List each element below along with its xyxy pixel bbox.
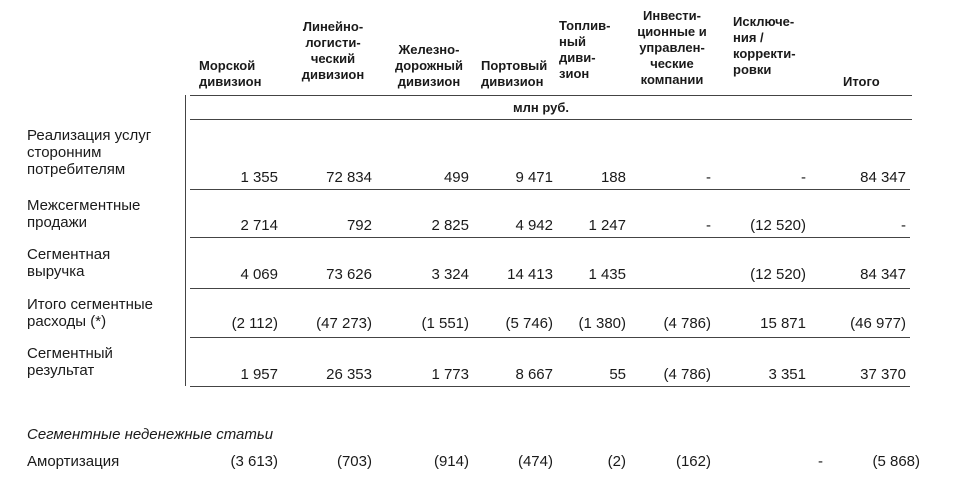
row-label-segment-result: Сегментный результат [27, 345, 113, 379]
cell-external-sales-railway: 499 [443, 169, 469, 186]
cell-expenses-marine: (2 112) [231, 315, 278, 332]
cell-revenue-railway: 3 324 [431, 266, 469, 283]
cell-result-total: 37 370 [860, 366, 906, 383]
cell-revenue-eliminations: (12 520) [750, 266, 806, 283]
cell-intersegment-railway: 2 825 [431, 217, 469, 234]
header-rule-bottom [190, 119, 912, 120]
row-label-segment-revenue: Сегментная выручка [27, 246, 111, 280]
cell-external-sales-marine: 1 355 [240, 169, 278, 186]
cell-intersegment-marine: 2 714 [240, 217, 278, 234]
row-label-segment-expenses: Итого сегментные расходы (*) [27, 296, 154, 330]
cell-result-eliminations: 3 351 [768, 366, 806, 383]
cell-amort-liner: (703) [336, 453, 372, 470]
cell-expenses-railway: (1 551) [421, 315, 469, 332]
cell-revenue-liner: 73 626 [326, 266, 372, 283]
cell-intersegment-investment: - [706, 217, 711, 234]
cell-external-sales-port: 9 471 [515, 169, 553, 186]
cell-revenue-total: 84 347 [860, 266, 906, 283]
cell-intersegment-liner: 792 [346, 217, 372, 234]
cell-revenue-port: 14 413 [507, 266, 553, 283]
header-port-division: Портовый дивизион [481, 58, 548, 89]
unit-label: млн руб. [513, 100, 569, 115]
header-investment-companies: Инвести- ционные и управлен- ческие компании [637, 8, 707, 87]
cell-external-sales-liner: 72 834 [326, 169, 372, 186]
cell-intersegment-total: - [901, 217, 906, 234]
row-rule-2 [190, 288, 910, 289]
header-railway-division: Железно- дорожный дивизион [394, 42, 464, 89]
table-left-border [185, 119, 186, 386]
cell-external-sales-investment: - [706, 169, 711, 186]
header-rule-top [190, 95, 912, 96]
section-title-noncash: Сегментные неденежные статьи [27, 426, 274, 443]
cell-external-sales-fuel: 188 [600, 169, 626, 186]
cell-amort-port: (474) [517, 453, 553, 470]
cell-expenses-investment: (4 786) [663, 315, 711, 332]
cell-amort-eliminations: - [818, 453, 823, 470]
cell-amort-fuel: (2) [607, 453, 626, 470]
cell-amort-total: (5 868) [872, 453, 920, 470]
cell-result-liner: 26 353 [326, 366, 372, 383]
cell-result-investment: (4 786) [663, 366, 711, 383]
cell-expenses-liner: (47 273) [316, 315, 372, 332]
cell-amort-marine: (3 613) [230, 453, 278, 470]
row-rule-4 [190, 386, 910, 387]
cell-result-railway: 1 773 [431, 366, 469, 383]
header-liner-logistics-division: Линейно- логисти- ческий дивизион [301, 19, 365, 82]
header-total: Итого [843, 74, 880, 89]
cell-result-fuel: 55 [609, 366, 626, 383]
cell-result-marine: 1 957 [240, 366, 278, 383]
header-marine-division: Морской дивизион [199, 58, 262, 89]
row-label-amortization: Амортизация [27, 453, 120, 470]
cell-expenses-total: (46 977) [850, 315, 906, 332]
cell-result-port: 8 667 [515, 366, 553, 383]
header-eliminations: Исключе- ния / корректи- ровки [733, 14, 796, 77]
row-rule-1 [190, 237, 910, 238]
cell-amort-railway: (914) [433, 453, 469, 470]
cell-expenses-eliminations: 15 871 [760, 315, 806, 332]
row-rule-3 [190, 337, 910, 338]
cell-external-sales-total: 84 347 [860, 169, 906, 186]
row-rule-0 [190, 189, 910, 190]
cell-amort-investment: (162) [675, 453, 711, 470]
cell-expenses-port: (5 746) [505, 315, 553, 332]
header-left-border [185, 95, 186, 119]
cell-intersegment-eliminations: (12 520) [750, 217, 806, 234]
cell-revenue-marine: 4 069 [240, 266, 278, 283]
cell-intersegment-port: 4 942 [515, 217, 553, 234]
cell-intersegment-fuel: 1 247 [588, 217, 626, 234]
header-fuel-division: Топлив- ный диви- зион [559, 18, 611, 81]
row-label-external-sales: Реализация услуг сторонним потребителям [27, 127, 152, 178]
row-label-intersegment-sales: Межсегментные продажи [27, 197, 141, 231]
cell-expenses-fuel: (1 380) [578, 315, 626, 332]
cell-external-sales-eliminations: - [801, 169, 806, 186]
cell-revenue-fuel: 1 435 [588, 266, 626, 283]
